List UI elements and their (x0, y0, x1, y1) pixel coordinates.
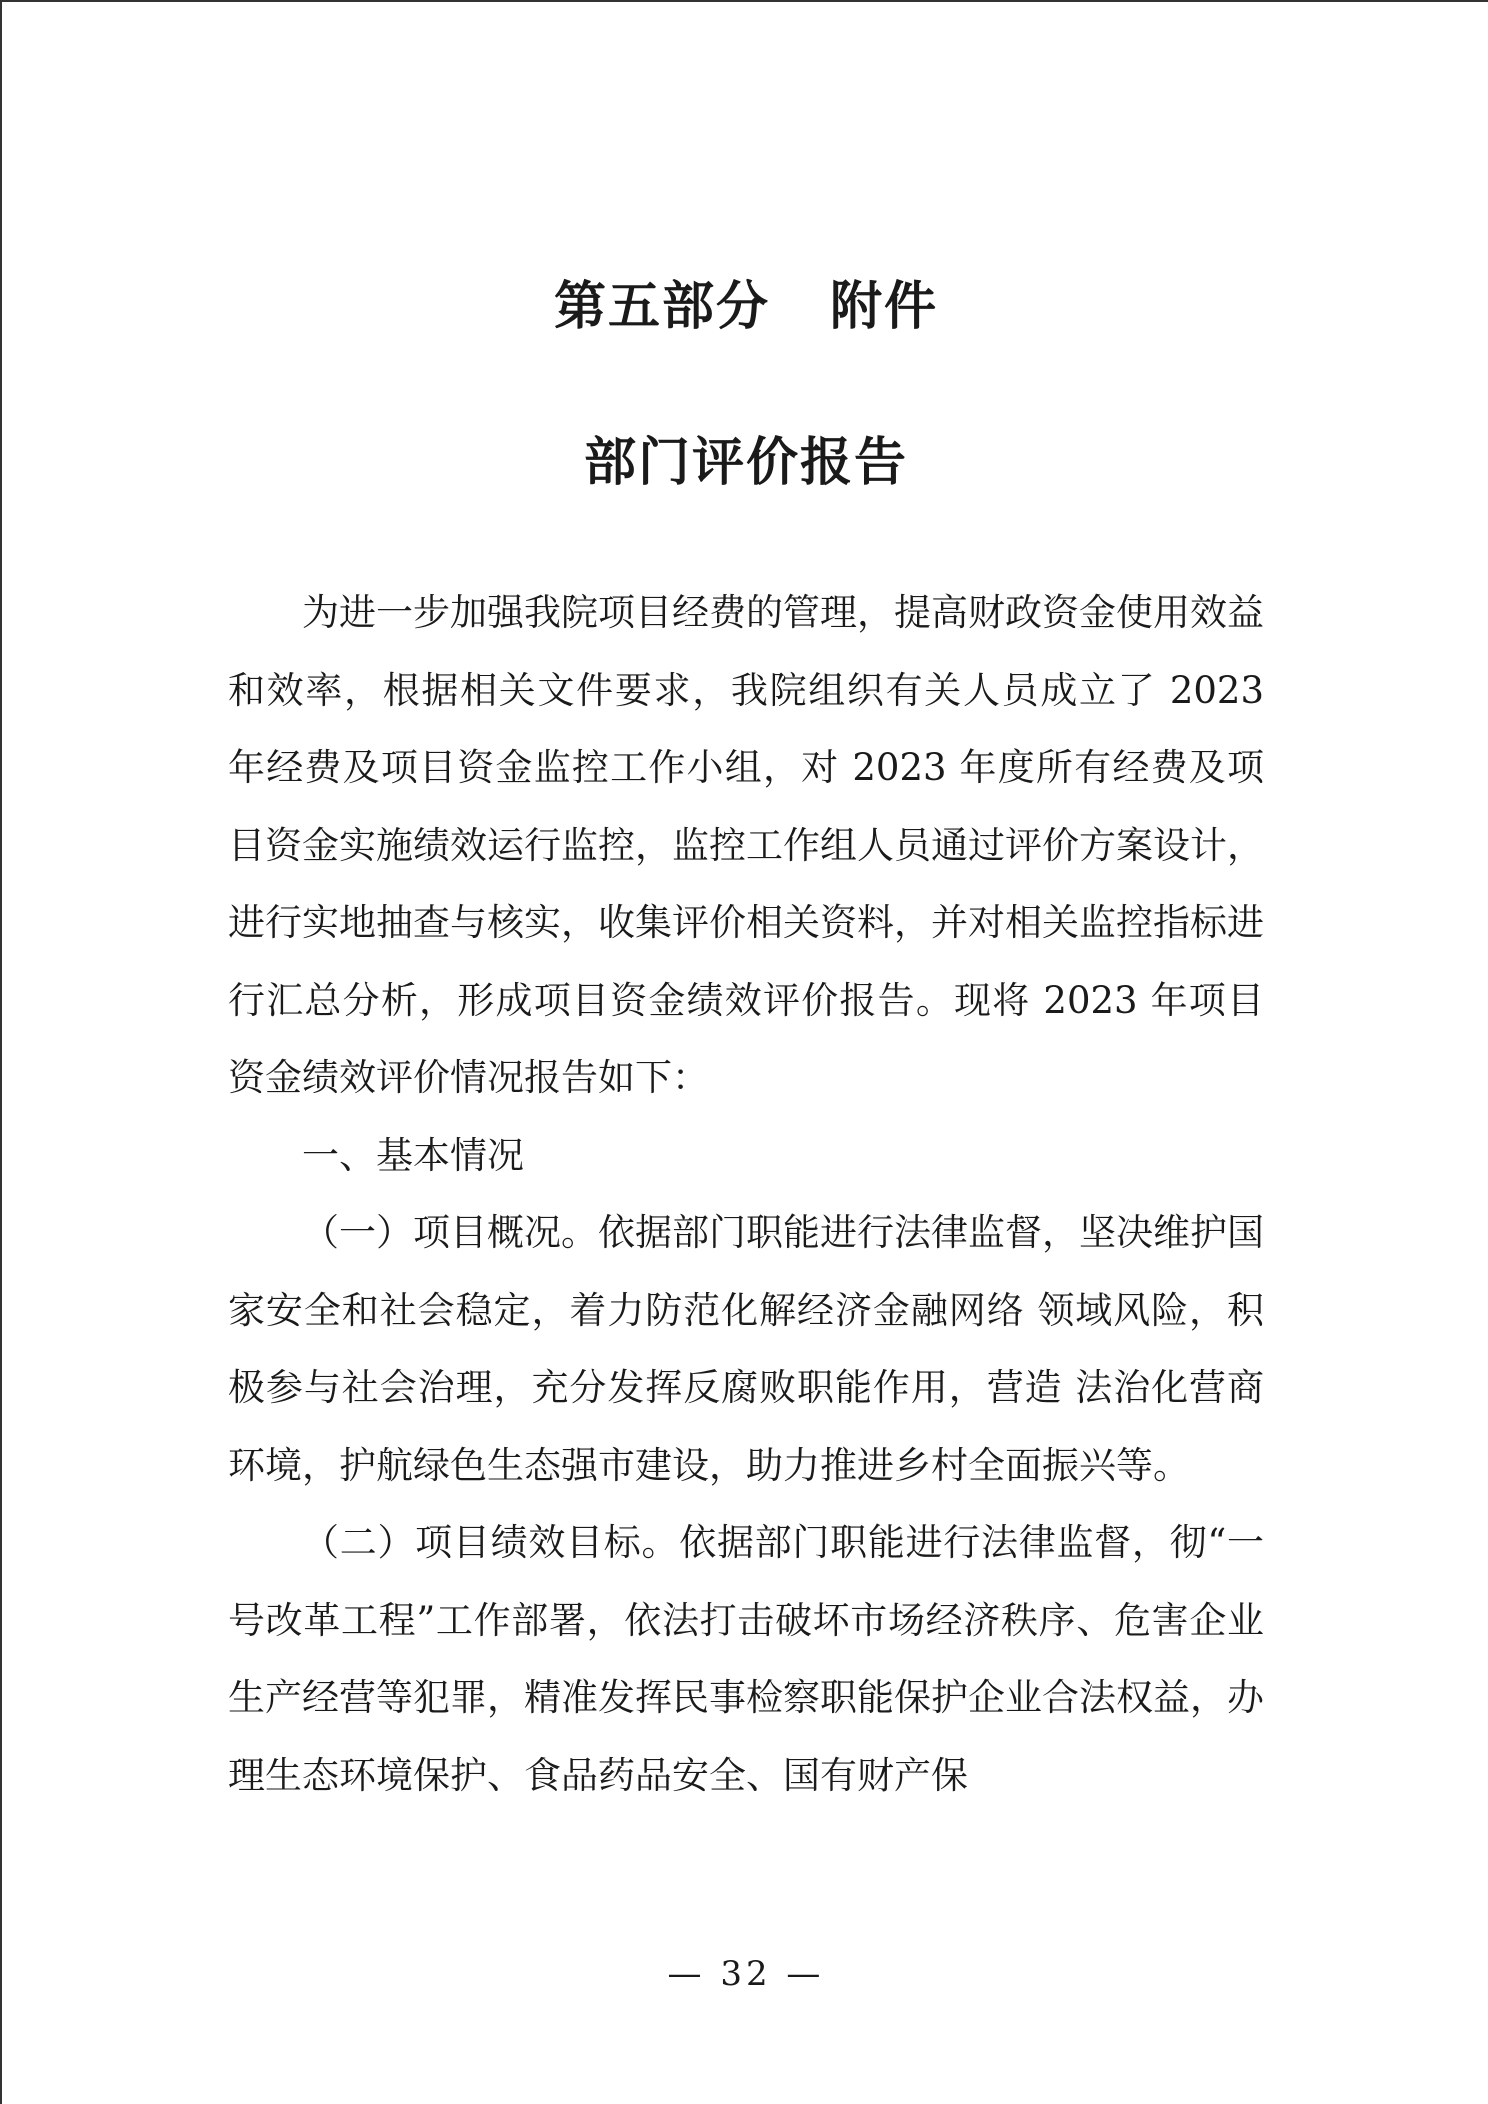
part-title-attachment: 附件 (830, 277, 939, 337)
part-title-number: 第五部分 (553, 277, 770, 337)
part-title (2, 264, 1488, 339)
page-number: — 32 — (667, 1954, 825, 1994)
performance-goals-paragraph: （二）项目绩效目标。依据部门职能进行法律监督，彻“一号改革工程”工作部署，依法打击破坏市场经济秩序、危害企业生产经营等犯罪，精准发挥民事检察职能保护企业合法权益，办理生态环境保护、食品药品安全、国有财产保 (228, 1521, 1264, 1797)
report-body (228, 574, 1264, 1814)
report-title: 部门评价报告 (583, 433, 908, 493)
intro-paragraph: 为进一步加强我院项目经费的管理，提高财政资金使用效益和效率，根据相关文件要求，我院组织有关人员成立了 2023 年经费及项目资金监控工作小组，对 2023 年度所有经费及项目资金实施绩效运行监控，监控工作组人员通过评价方案设计，进行实地抽查与核实，收集评价相关资料，并对相关监控指标进行汇总分析，形成项目资金绩效评价报告。现将 2023 年项目资金绩效评价情况报告如下： (228, 591, 1264, 1099)
project-overview-paragraph: （一）项目概况。依据部门职能进行法律监督，坚决维护国家安全和社会稳定，着力防范化解经济金融网络 领域风险，积极参与社会治理，充分发挥反腐败职能作用，营造 法治化营商环境，护航绿色生态强市建设，助力推进乡村全面振兴等。 (228, 1211, 1264, 1487)
section-heading-basic-info: 一、基本情况 (302, 1133, 524, 1177)
